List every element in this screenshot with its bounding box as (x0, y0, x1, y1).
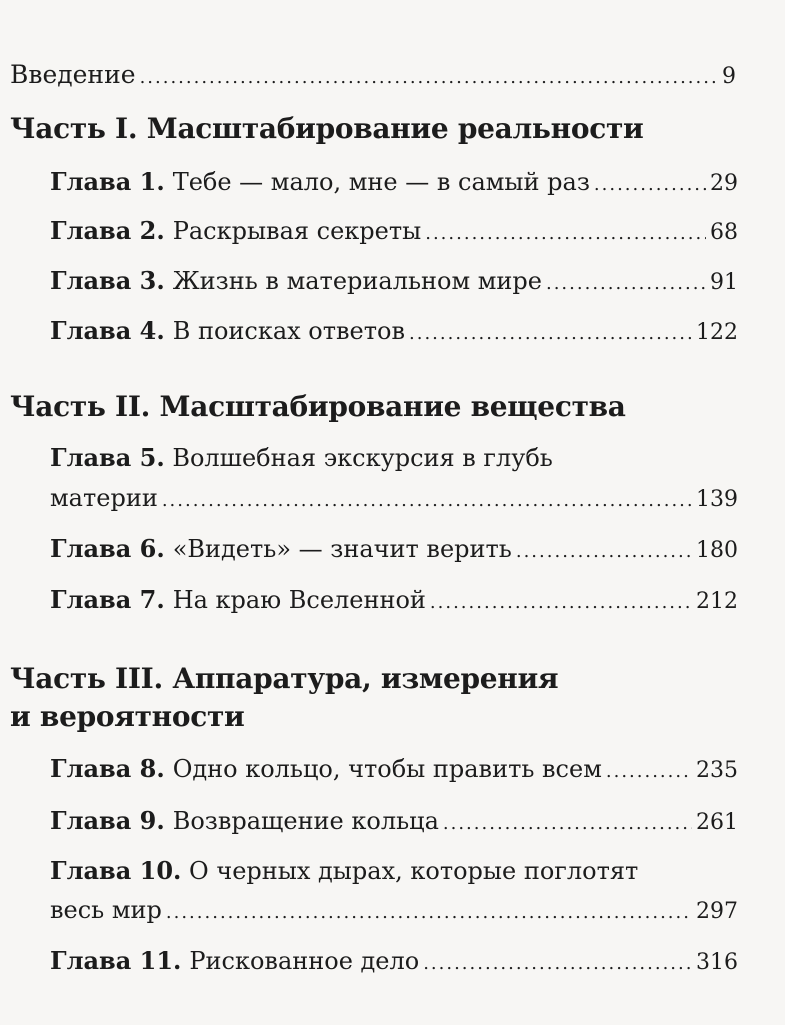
page-number: 139 (696, 487, 738, 512)
entry-title: Введение (10, 60, 136, 89)
entry-title: Возвращение кольца (172, 807, 439, 835)
dot-leader (166, 902, 692, 923)
toc-entry-chapter-3[interactable] (50, 266, 738, 295)
toc-entry-chapter-4[interactable] (50, 316, 738, 345)
toc-entry-chapter-11[interactable] (50, 946, 738, 975)
dot-leader (409, 323, 692, 344)
entry-title: Раскрывая секреты (172, 217, 422, 245)
chapter-label: Глава 11. (50, 946, 182, 975)
page-number: 261 (696, 810, 738, 835)
chapter-label: Глава 1. (50, 167, 165, 196)
part-heading-3-line1: Часть III. Аппаратура, измерения (10, 662, 559, 695)
entry-title: Тебе — мало, мне — в самый раз (172, 168, 590, 196)
part-heading-1: Часть I. Масштабирование реальности (10, 112, 644, 145)
chapter-label: Глава 9. (50, 806, 165, 835)
dot-leader (140, 67, 718, 88)
part-heading-2: Часть II. Масштабирование вещества (10, 390, 626, 423)
entry-title-continued: весь мир (50, 896, 162, 924)
toc-entry-chapter-1[interactable] (50, 167, 738, 196)
page-number: 316 (696, 950, 738, 975)
page-number: 122 (696, 320, 738, 345)
entry-title: Жизнь в материальном мире (172, 267, 542, 295)
chapter-label: Глава 3. (50, 266, 165, 295)
toc-entry-chapter-8[interactable] (50, 754, 738, 783)
entry-title-continued: материи (50, 484, 158, 512)
dot-leader (162, 490, 692, 511)
entry-title: «Видеть» — значит верить (172, 535, 512, 563)
page-number: 29 (710, 171, 738, 196)
page-number: 68 (710, 220, 738, 245)
entry-title: О черных дырах, которые поглотят (189, 857, 639, 885)
entry-title: Рискованное дело (189, 947, 420, 975)
page-number: 235 (696, 758, 738, 783)
dot-leader (594, 174, 706, 195)
dot-leader (443, 813, 692, 834)
toc-entry-intro[interactable] (10, 60, 736, 89)
chapter-label: Глава 4. (50, 316, 165, 345)
chapter-label: Глава 7. (50, 585, 165, 614)
toc-entry-chapter-9[interactable] (50, 806, 738, 835)
dot-leader (430, 592, 692, 613)
page-number: 9 (722, 64, 736, 89)
toc-entry-chapter-5-line1[interactable] (50, 443, 553, 472)
chapter-label: Глава 2. (50, 216, 165, 245)
toc-entry-chapter-6[interactable] (50, 534, 738, 563)
entry-title: Одно кольцо, чтобы править всем (172, 755, 602, 783)
entry-title: В поисках ответов (172, 317, 405, 345)
dot-leader (425, 223, 706, 244)
toc-entry-chapter-5[interactable] (50, 484, 738, 512)
dot-leader (516, 541, 692, 562)
toc-entry-chapter-10[interactable] (50, 896, 738, 924)
page-number: 180 (696, 538, 738, 563)
page-number: 91 (710, 270, 738, 295)
toc-entry-chapter-2[interactable] (50, 216, 738, 245)
page-number: 297 (696, 899, 738, 924)
chapter-label: Глава 6. (50, 534, 165, 563)
dot-leader (423, 953, 692, 974)
dot-leader (546, 273, 706, 294)
entry-title: На краю Вселенной (172, 586, 426, 614)
chapter-label: Глава 10. (50, 856, 182, 885)
chapter-label: Глава 5. (50, 443, 165, 472)
entry-title: Волшебная экскурсия в глубь (172, 444, 553, 472)
dot-leader (606, 761, 692, 782)
chapter-label: Глава 8. (50, 754, 165, 783)
part-heading-3-line2: и вероятности (10, 700, 245, 733)
toc-entry-chapter-7[interactable] (50, 585, 738, 614)
toc-entry-chapter-10-line1[interactable] (50, 856, 638, 885)
page-number: 212 (696, 589, 738, 614)
